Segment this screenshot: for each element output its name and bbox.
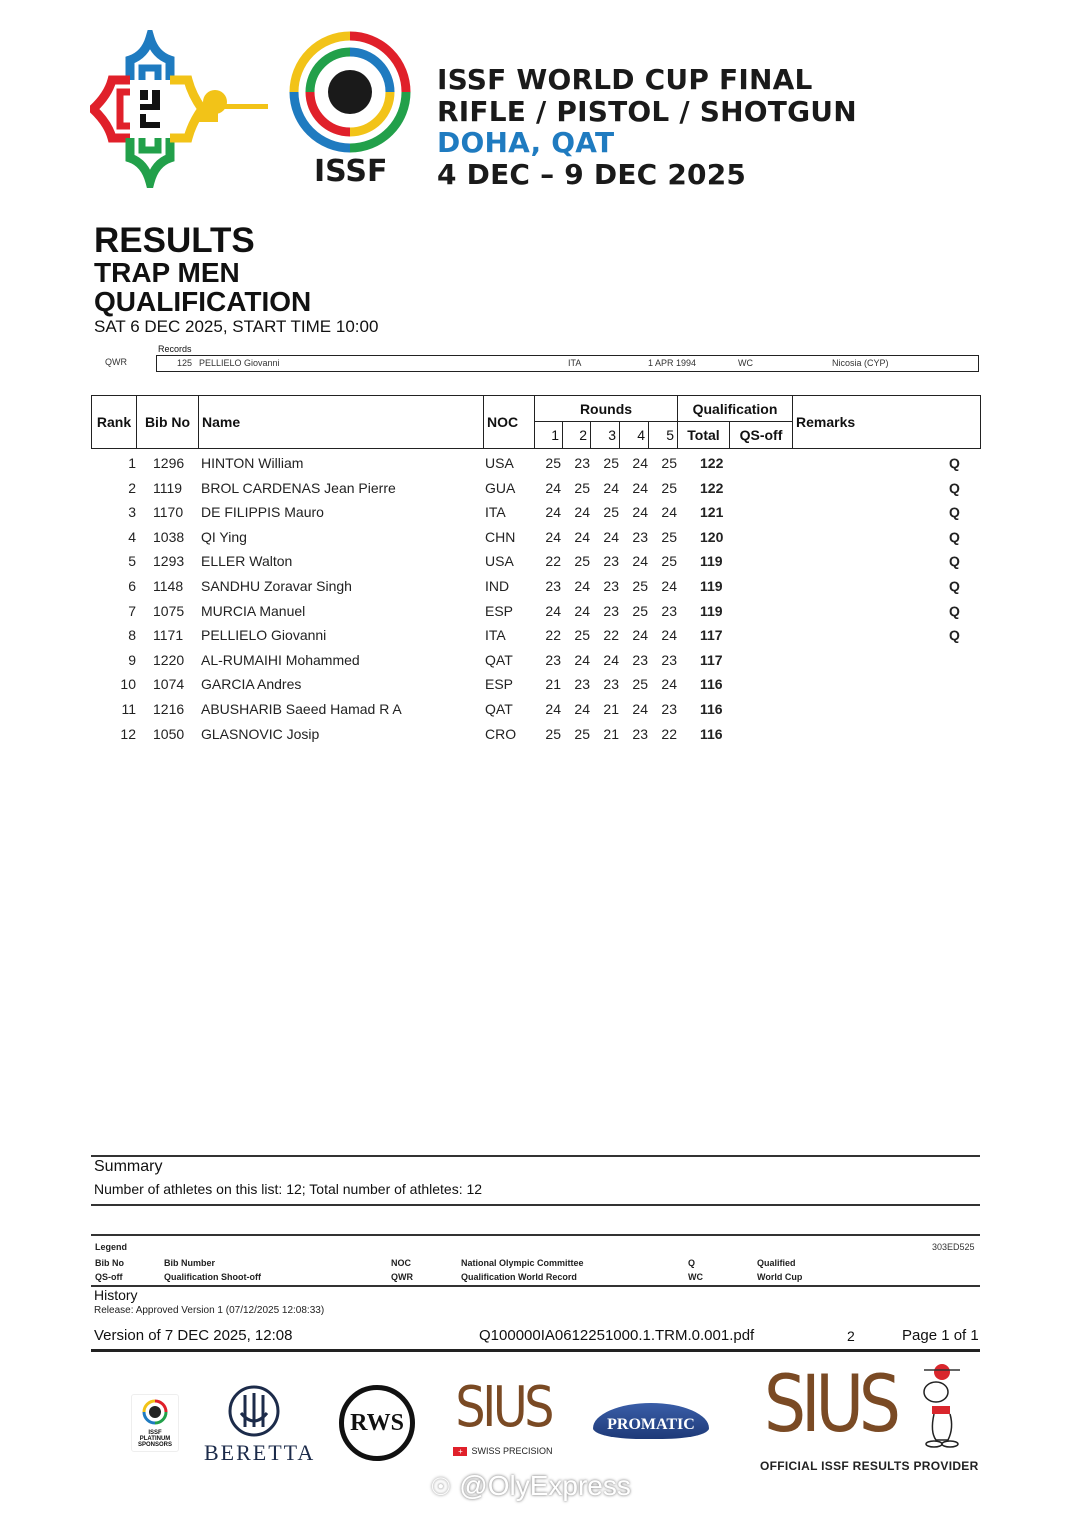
table-row xyxy=(91,624,981,648)
noc-cell: USA xyxy=(485,455,514,471)
record-noc: ITA xyxy=(568,358,582,368)
event-dates: 4 DEC – 9 DEC 2025 xyxy=(437,157,747,191)
round-3-cell: 25 xyxy=(603,455,619,471)
records-label: Records xyxy=(158,344,192,354)
summary-title: Summary xyxy=(94,1158,163,1175)
round-4-cell: 24 xyxy=(632,701,648,717)
record-competition: WC xyxy=(738,358,753,368)
bib-cell: 1074 xyxy=(153,676,185,693)
round-5-cell: 25 xyxy=(661,553,677,570)
sius-swiss-precision-logo xyxy=(447,1375,559,1463)
record-score: 125 xyxy=(177,358,193,368)
rank-cell: 7 xyxy=(128,602,136,619)
round-2-cell: 23 xyxy=(574,676,590,693)
round-4-cell: 25 xyxy=(632,602,648,619)
badge-line3: SPONSORS xyxy=(137,1442,172,1448)
footer-page: Page 1 of 1 xyxy=(902,1327,979,1344)
sius-provider-logo xyxy=(764,1362,974,1452)
total-cell: 119 xyxy=(700,578,723,594)
round-5-cell: 23 xyxy=(661,602,677,619)
event-datetime: SAT 6 DEC 2025, START TIME 10:00 xyxy=(94,317,379,336)
legend-abbr: WC xyxy=(688,1272,703,1282)
round-3-cell: 21 xyxy=(603,725,619,742)
round-5-cell: 25 xyxy=(661,479,677,496)
rank-cell: 11 xyxy=(121,701,136,717)
round-3-cell: 22 xyxy=(603,627,619,644)
bib-cell: 1119 xyxy=(153,479,183,496)
col-rounds: Rounds xyxy=(534,395,678,422)
phase-subtitle: QUALIFICATION xyxy=(94,286,312,317)
issf-target-icon xyxy=(288,30,412,155)
rank-cell: 3 xyxy=(128,504,136,521)
col-qualification: Qualification xyxy=(677,395,793,422)
legend-meaning: Qualified xyxy=(757,1258,796,1268)
noc-cell: USA xyxy=(485,553,514,570)
round-5-cell: 24 xyxy=(661,578,677,594)
round-3-cell: 23 xyxy=(603,602,619,619)
bib-cell: 1216 xyxy=(153,701,185,717)
round-1-cell: 22 xyxy=(545,627,561,644)
round-3-cell: 23 xyxy=(603,553,619,570)
issf-platinum-sponsors-badge xyxy=(131,1394,179,1452)
round-1-cell: 24 xyxy=(545,479,561,496)
watermark xyxy=(430,1470,631,1502)
record-box xyxy=(156,355,979,372)
round-1-cell: 25 xyxy=(545,455,561,471)
round-5-cell: 25 xyxy=(661,455,677,471)
legend-abbr: QWR xyxy=(391,1272,413,1282)
round-2-cell: 25 xyxy=(574,479,590,496)
sius-tagline: SWISS PRECISION xyxy=(471,1446,553,1456)
bib-cell: 1171 xyxy=(153,627,184,644)
round-2-cell: 25 xyxy=(574,553,590,570)
beretta-logo xyxy=(204,1385,316,1465)
col-name: Name xyxy=(198,395,484,449)
round-1-cell: 23 xyxy=(545,578,561,594)
legend-title: Legend xyxy=(95,1242,128,1252)
event-name: ISSF WORLD CUP FINAL xyxy=(437,63,813,96)
name-cell: GARCIA Andres xyxy=(201,676,302,693)
issf-logo-text: ISSF xyxy=(314,154,388,189)
record-type: QWR xyxy=(105,357,127,367)
noc-cell: GUA xyxy=(485,479,516,496)
round-3-cell: 23 xyxy=(603,578,619,594)
total-cell: 119 xyxy=(700,553,723,570)
round-2-cell: 24 xyxy=(574,602,590,619)
round-5-cell: 24 xyxy=(661,676,677,693)
round-3-cell: 24 xyxy=(603,528,619,545)
summary-bottom-divider xyxy=(91,1204,980,1206)
watermark-text: @OlyExpress xyxy=(459,1470,631,1501)
summary-top-divider xyxy=(91,1155,980,1157)
footer-number: 2 xyxy=(847,1328,855,1344)
col-total: Total xyxy=(677,421,730,449)
record-holder: PELLIELO Giovanni xyxy=(199,358,280,368)
table-row xyxy=(91,575,981,599)
round-4-cell: 23 xyxy=(632,651,648,668)
noc-cell: QAT xyxy=(485,701,513,717)
noc-cell: ITA xyxy=(485,627,506,644)
event-subtitle: TRAP MEN xyxy=(94,257,240,288)
bib-cell: 1296 xyxy=(153,455,185,471)
badge-line1: ISSF xyxy=(148,1430,162,1436)
name-cell: SANDHU Zoravar Singh xyxy=(201,578,352,594)
legend-meaning: National Olympic Committee xyxy=(461,1258,584,1268)
event-disciplines: RIFLE / PISTOL / SHOTGUN xyxy=(437,94,857,128)
col-qsoff: QS-off xyxy=(729,421,793,449)
event-location: DOHA, QAT xyxy=(437,126,615,159)
name-cell: AL-RUMAIHI Mohammed xyxy=(201,651,360,668)
table-row xyxy=(91,600,981,624)
legend-abbr: Bib No xyxy=(95,1258,124,1268)
legend-meaning: Bib Number xyxy=(164,1258,216,1268)
round-3-cell: 24 xyxy=(603,651,619,668)
noc-cell: ESP xyxy=(485,602,514,619)
round-3-cell: 21 xyxy=(603,701,619,717)
record-date: 1 APR 1994 xyxy=(648,358,697,368)
round-5-cell: 24 xyxy=(661,504,677,521)
page-title: RESULTS xyxy=(94,221,255,260)
remark-cell: Q xyxy=(949,578,960,594)
issf-logo xyxy=(288,30,412,190)
table-row xyxy=(91,550,981,574)
round-4-cell: 24 xyxy=(632,455,648,471)
round-1-cell: 24 xyxy=(545,602,561,619)
total-cell: 116 xyxy=(700,701,723,717)
legend-abbr: NOC xyxy=(391,1258,411,1268)
round-2-cell: 25 xyxy=(574,627,590,644)
issf-target-small-icon xyxy=(142,1399,168,1425)
round-1-cell: 22 xyxy=(545,553,561,570)
noc-cell: CRO xyxy=(485,725,517,742)
round-4-cell: 24 xyxy=(632,627,648,644)
round-4-cell: 24 xyxy=(632,479,648,496)
table-row xyxy=(91,477,981,501)
rank-cell: 1 xyxy=(128,455,136,471)
round-1-cell: 24 xyxy=(545,528,561,545)
noc-cell: CHN xyxy=(485,528,516,545)
round-1-cell: 25 xyxy=(545,725,561,742)
results-table-header xyxy=(91,395,981,449)
name-cell: ABUSHARIB Saeed Hamad R A xyxy=(201,701,402,717)
history-title: History xyxy=(94,1287,138,1303)
col-rank: Rank xyxy=(91,395,137,449)
total-cell: 117 xyxy=(700,627,723,644)
round-5-cell: 25 xyxy=(661,528,677,545)
legend-abbr: QS-off xyxy=(95,1272,123,1282)
footer-version: Version of 7 DEC 2025, 12:08 xyxy=(94,1327,293,1344)
bib-cell: 1075 xyxy=(153,602,185,619)
weibo-icon: ☉ xyxy=(430,1474,452,1501)
col-round-2: 2 xyxy=(562,421,591,449)
legend-meaning: Qualification World Record xyxy=(461,1272,577,1282)
table-row xyxy=(91,649,981,673)
round-3-cell: 25 xyxy=(603,504,619,521)
col-round-1: 1 xyxy=(534,421,563,449)
promatic-text: PROMATIC xyxy=(607,1416,695,1433)
rank-cell: 8 xyxy=(128,627,136,644)
round-4-cell: 25 xyxy=(632,676,648,693)
name-cell: ELLER Walton xyxy=(201,553,293,570)
total-cell: 122 xyxy=(700,479,724,496)
remark-cell: Q xyxy=(949,602,960,619)
total-cell: 120 xyxy=(700,528,724,545)
record-place: Nicosia (CYP) xyxy=(832,358,889,368)
name-cell: MURCIA Manuel xyxy=(201,602,306,619)
noc-cell: IND xyxy=(485,578,510,594)
round-2-cell: 24 xyxy=(574,651,590,668)
remark-cell: Q xyxy=(949,504,960,521)
rank-cell: 6 xyxy=(128,578,136,594)
round-5-cell: 22 xyxy=(661,725,677,742)
col-round-3: 3 xyxy=(590,421,620,449)
remark-cell: Q xyxy=(949,553,960,570)
event-title xyxy=(437,64,857,190)
footer-divider xyxy=(91,1349,980,1352)
badge-line2: PLATINUM xyxy=(139,1436,171,1442)
rank-cell: 10 xyxy=(120,676,136,693)
name-cell: DE FILIPPIS Mauro xyxy=(201,504,324,521)
total-cell: 121 xyxy=(700,504,724,521)
beretta-text: BERETTA xyxy=(204,1440,316,1465)
legend-bottom-divider xyxy=(91,1285,980,1287)
rank-cell: 12 xyxy=(120,725,136,742)
table-row xyxy=(91,698,981,722)
round-1-cell: 23 xyxy=(545,651,561,668)
provider-caption: OFFICIAL ISSF RESULTS PROVIDER xyxy=(760,1459,979,1473)
summary-text: Number of athletes on this list: 12; Total number of athletes: 12 xyxy=(94,1181,483,1197)
noc-cell: ESP xyxy=(485,676,514,693)
round-5-cell: 24 xyxy=(661,627,677,644)
rank-cell: 2 xyxy=(128,479,136,496)
legend-meaning: Qualification Shoot-off xyxy=(164,1272,261,1282)
round-4-cell: 24 xyxy=(632,504,648,521)
sius-provider-text: SIUS xyxy=(764,1360,896,1450)
total-cell: 117 xyxy=(700,651,723,668)
col-round-4: 4 xyxy=(619,421,649,449)
name-cell: BROL CARDENAS Jean Pierre xyxy=(201,479,396,496)
name-cell: HINTON William xyxy=(201,455,304,471)
table-row xyxy=(91,723,981,747)
round-4-cell: 25 xyxy=(632,578,648,594)
event-emblem-icon xyxy=(90,30,272,188)
round-2-cell: 24 xyxy=(574,578,590,594)
sius-text: SIUS xyxy=(455,1375,552,1440)
noc-cell: QAT xyxy=(485,651,513,668)
total-cell: 119 xyxy=(700,602,723,619)
remark-cell: Q xyxy=(949,455,960,471)
doha-event-logo xyxy=(90,30,272,188)
round-4-cell: 23 xyxy=(632,725,648,742)
rank-cell: 5 xyxy=(128,553,136,570)
remark-cell: Q xyxy=(949,627,960,644)
sius-mascot-icon xyxy=(914,1362,964,1450)
name-cell: PELLIELO Giovanni xyxy=(201,627,327,644)
bib-cell: 1220 xyxy=(153,651,185,668)
round-2-cell: 24 xyxy=(574,701,590,717)
name-cell: GLASNOVIC Josip xyxy=(201,725,320,742)
table-row xyxy=(91,526,981,550)
history-release: Release: Approved Version 1 (07/12/2025 12:08:33) xyxy=(94,1305,325,1316)
swiss-flag-icon: + xyxy=(453,1447,467,1456)
round-3-cell: 23 xyxy=(603,676,619,693)
round-2-cell: 23 xyxy=(574,455,590,471)
legend-top-divider xyxy=(91,1234,980,1236)
bib-cell: 1038 xyxy=(153,528,185,545)
legend-meaning: World Cup xyxy=(757,1272,803,1282)
beretta-trident-icon xyxy=(227,1385,281,1437)
footer-filename: Q100000IA0612251000.1.TRM.0.001.pdf xyxy=(479,1327,755,1344)
total-cell: 116 xyxy=(700,725,723,742)
noc-cell: ITA xyxy=(485,504,506,521)
round-5-cell: 23 xyxy=(661,651,677,668)
total-cell: 122 xyxy=(700,455,724,471)
total-cell: 116 xyxy=(700,676,723,693)
round-2-cell: 25 xyxy=(574,725,590,742)
table-row xyxy=(91,673,981,697)
name-cell: QI Ying xyxy=(201,528,247,545)
round-1-cell: 24 xyxy=(545,701,561,717)
col-remarks: Remarks xyxy=(792,395,981,449)
round-1-cell: 21 xyxy=(545,676,561,693)
round-2-cell: 24 xyxy=(574,504,590,521)
bib-cell: 1050 xyxy=(153,725,185,742)
legend-abbr: Q xyxy=(688,1258,696,1268)
col-noc: NOC xyxy=(483,395,535,449)
remark-cell: Q xyxy=(949,479,960,496)
round-1-cell: 24 xyxy=(545,504,561,521)
document-code: 303ED525 xyxy=(932,1242,975,1252)
bib-cell: 1293 xyxy=(153,553,185,570)
rank-cell: 9 xyxy=(128,651,136,668)
rws-text: RWS xyxy=(350,1409,404,1436)
promatic-logo xyxy=(593,1403,709,1439)
round-4-cell: 23 xyxy=(632,528,648,545)
bib-cell: 1148 xyxy=(153,578,184,594)
round-3-cell: 24 xyxy=(603,479,619,496)
round-4-cell: 24 xyxy=(632,553,648,570)
table-row xyxy=(91,501,981,525)
remark-cell: Q xyxy=(949,528,960,545)
rws-logo xyxy=(339,1385,415,1461)
bib-cell: 1170 xyxy=(153,504,184,521)
round-5-cell: 23 xyxy=(661,701,677,717)
col-round-5: 5 xyxy=(648,421,678,449)
col-bib: Bib No xyxy=(136,395,199,449)
table-row xyxy=(91,452,981,476)
rank-cell: 4 xyxy=(128,528,136,545)
round-2-cell: 24 xyxy=(574,528,590,545)
